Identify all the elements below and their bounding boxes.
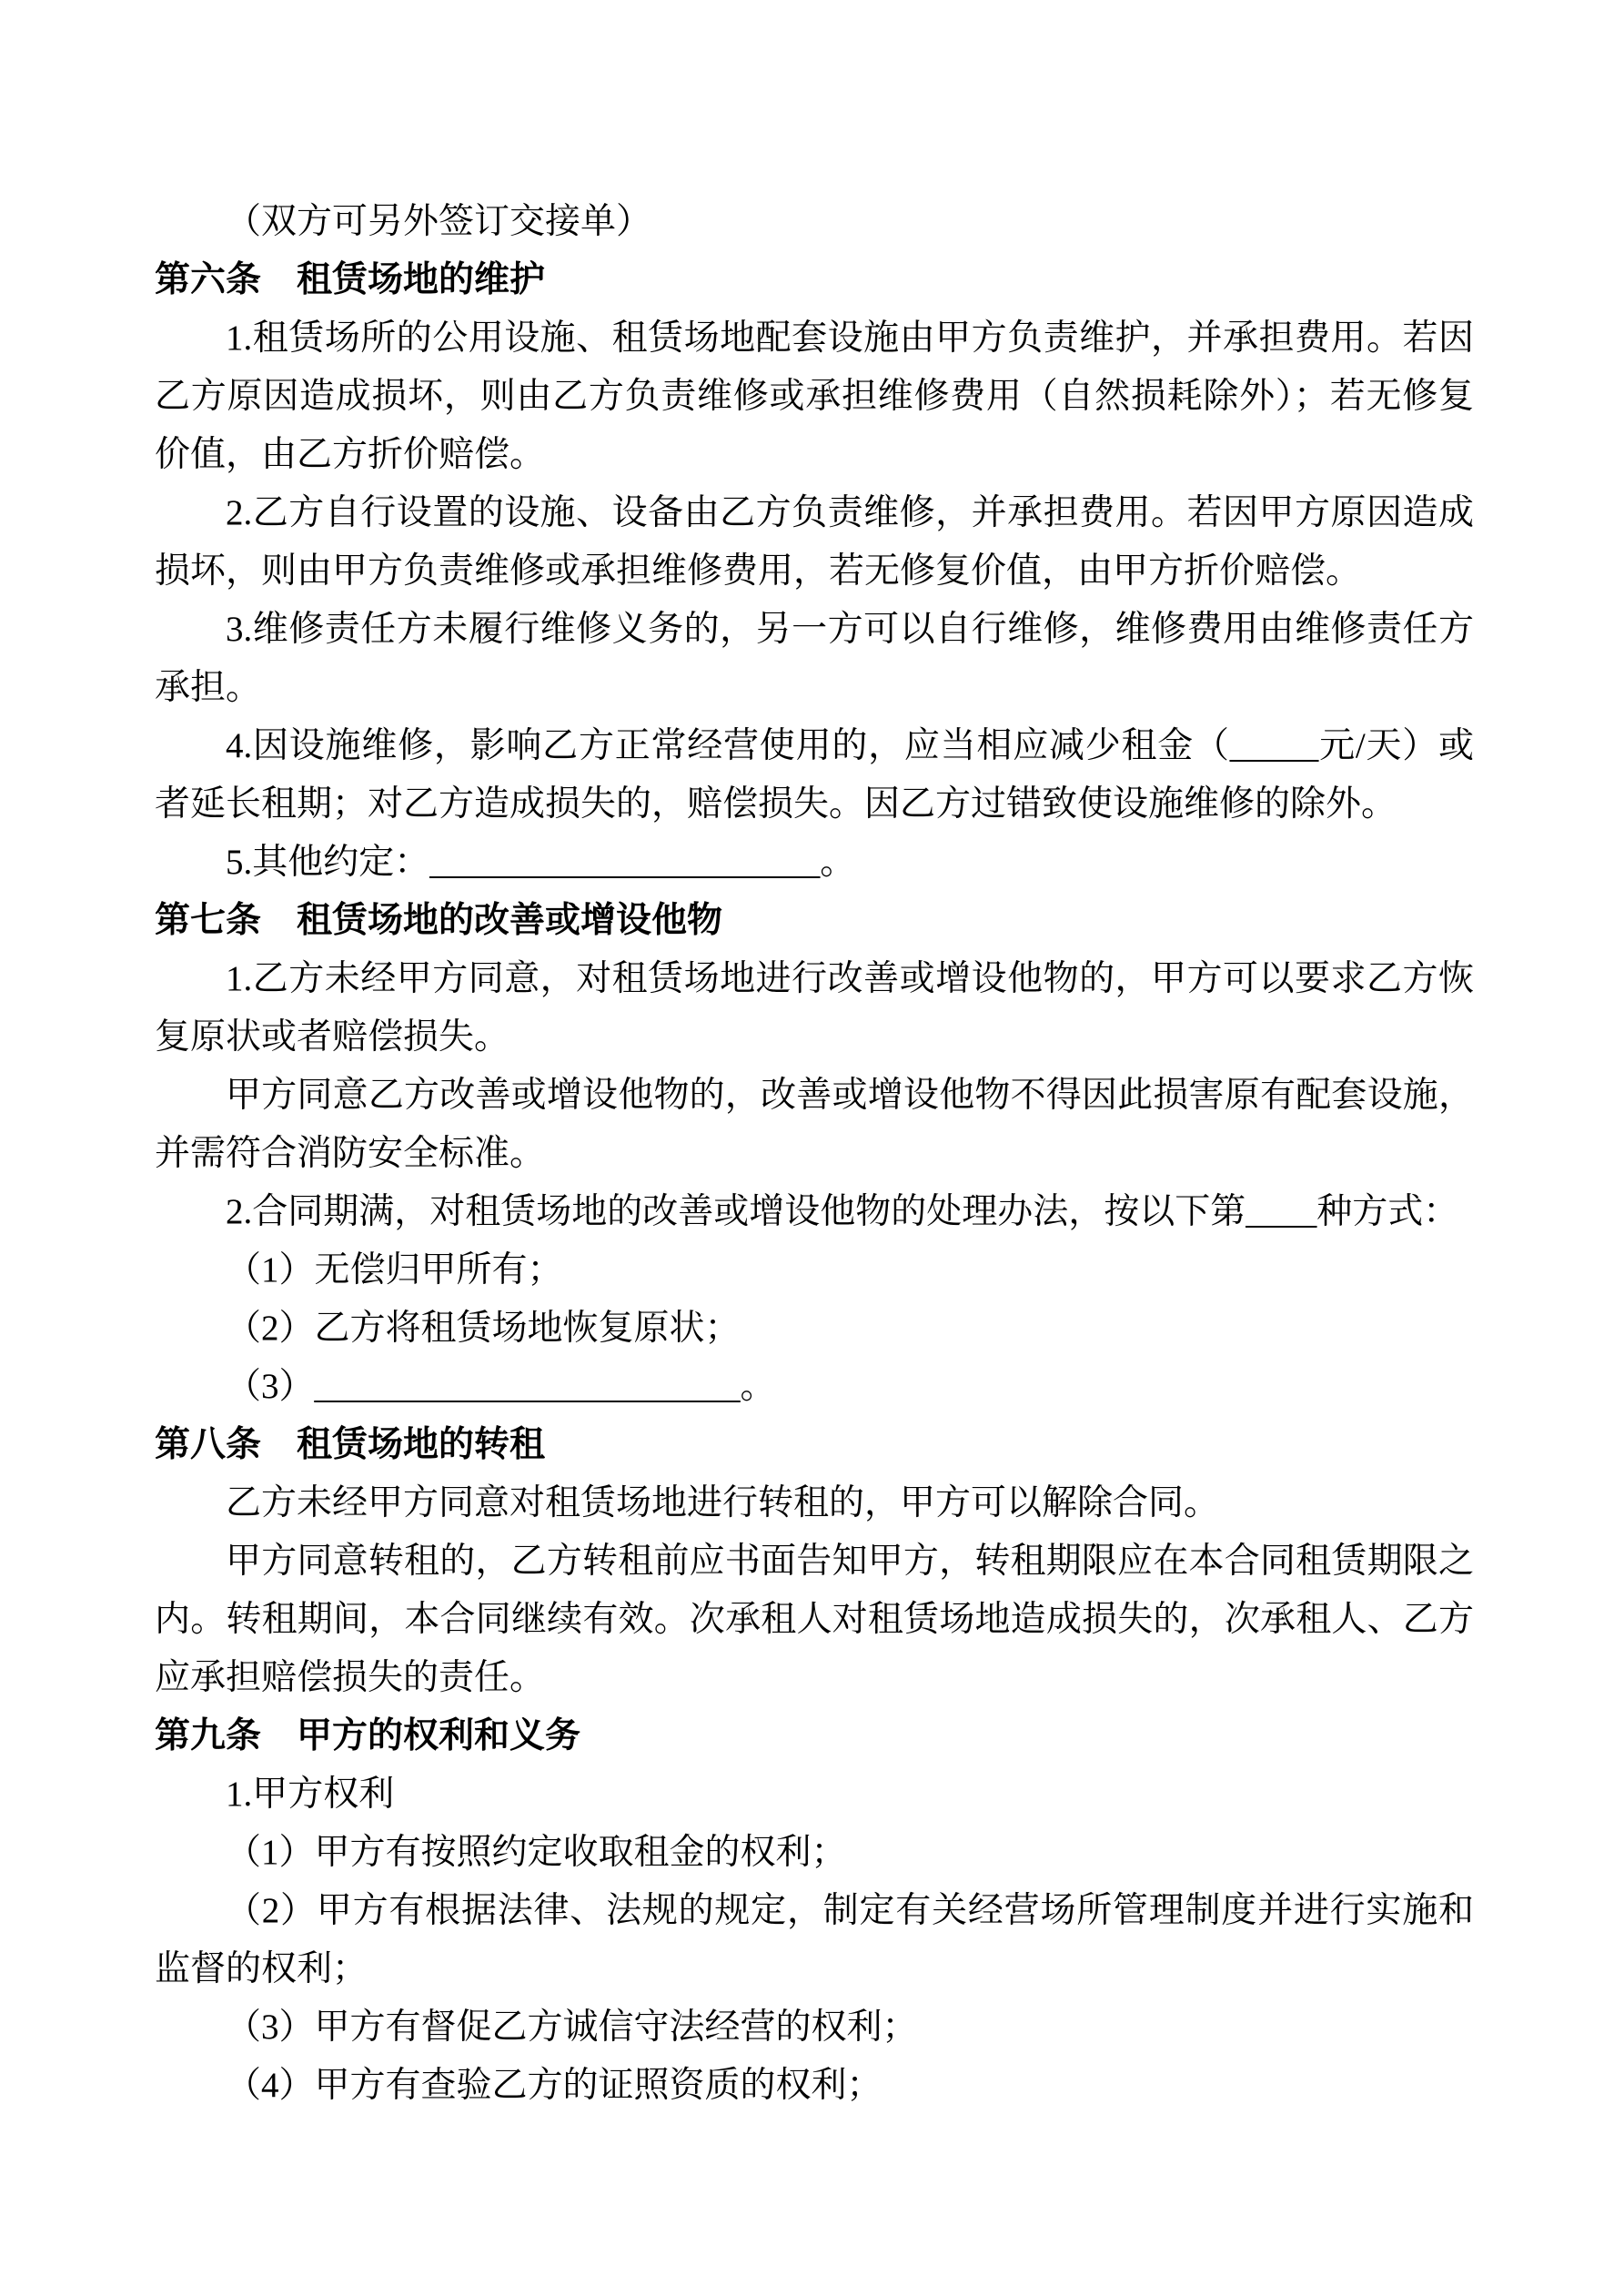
section-heading: 第七条 租赁场地的改善或增设他物 — [155, 901, 723, 940]
list-item: （1）无偿归甲所有； — [226, 1250, 563, 1290]
paragraph: 乙方未经甲方同意对租赁场地进行转租的，甲方可以解除合同。 — [226, 1483, 1220, 1522]
list-item: （3）甲方有督促乙方诚信守法经营的权利； — [226, 2008, 918, 2047]
list-item: （2）乙方将租赁场地恢复原状； — [226, 1309, 741, 1348]
paragraph: 甲方同意转租的，乙方转租前应书面告知甲方，转租期限应在本合同租赁期限之内。转租期间，本合同继续有效。次承租人对租赁场地造成损失的，次承租人、乙方应承担赔偿损失的责任。 — [155, 1542, 1474, 1697]
list-item: （2）甲方有根据法律、法规的规定，制定有关经营场所管理制度并进行实施和监督的权利； — [155, 1891, 1474, 1988]
paragraph: 1.甲方权利 — [226, 1775, 395, 1814]
section-heading: 第九条 甲方的权利和义务 — [155, 1716, 581, 1755]
paragraph: 4.因设施维修，影响乙方正常经营使用的，应当相应减少租金（_____元/天）或者延长租期；对乙方造成损失的，赔偿损失。因乙方过错致使设施维修的除外。 — [155, 726, 1474, 824]
list-item-blank-field: （3）________________________。 — [226, 1367, 776, 1406]
list-item: （1）甲方有按照约定收取租金的权利； — [226, 1833, 847, 1872]
paragraph: 3.维修责任方未履行维修义务的，另一方可以自行维修，维修费用由维修责任方承担。 — [155, 610, 1474, 707]
paragraph: 2.乙方自行设置的设施、设备由乙方负责维修，并承担费用。若因甲方原因造成损坏，则由甲方负责维修或承担维修费用，若无修复价值，由甲方折价赔偿。 — [155, 493, 1474, 591]
paragraph: 2.合同期满，对租赁场地的改善或增设他物的处理办法，按以下第____种方式： — [226, 1192, 1459, 1231]
list-item: （4）甲方有查验乙方的证照资质的权利； — [226, 2066, 883, 2105]
paragraph: 1.乙方未经甲方同意，对租赁场地进行改善或增设他物的，甲方可以要求乙方恢复原状或者赔偿损失。 — [155, 959, 1474, 1057]
section-heading: 第八条 租赁场地的转租 — [155, 1425, 546, 1464]
paragraph-blank-field: 5.其他约定：______________________。 — [226, 843, 856, 882]
paragraph: 1.租赁场所的公用设施、租赁场地配套设施由甲方负责维护，并承担费用。若因乙方原因造成损坏，则由乙方负责维修或承担维修费用（自然损耗除外）；若无修复价值，由乙方折价赔偿。 — [155, 319, 1474, 474]
section-heading: 第六条 租赁场地的维护 — [155, 260, 546, 299]
paragraph: 甲方同意乙方改善或增设他物的，改善或增设他物不得因此损害原有配套设施，并需符合消防安全标准。 — [155, 1076, 1474, 1173]
paragraph: （双方可另外签订交接单） — [226, 202, 652, 241]
